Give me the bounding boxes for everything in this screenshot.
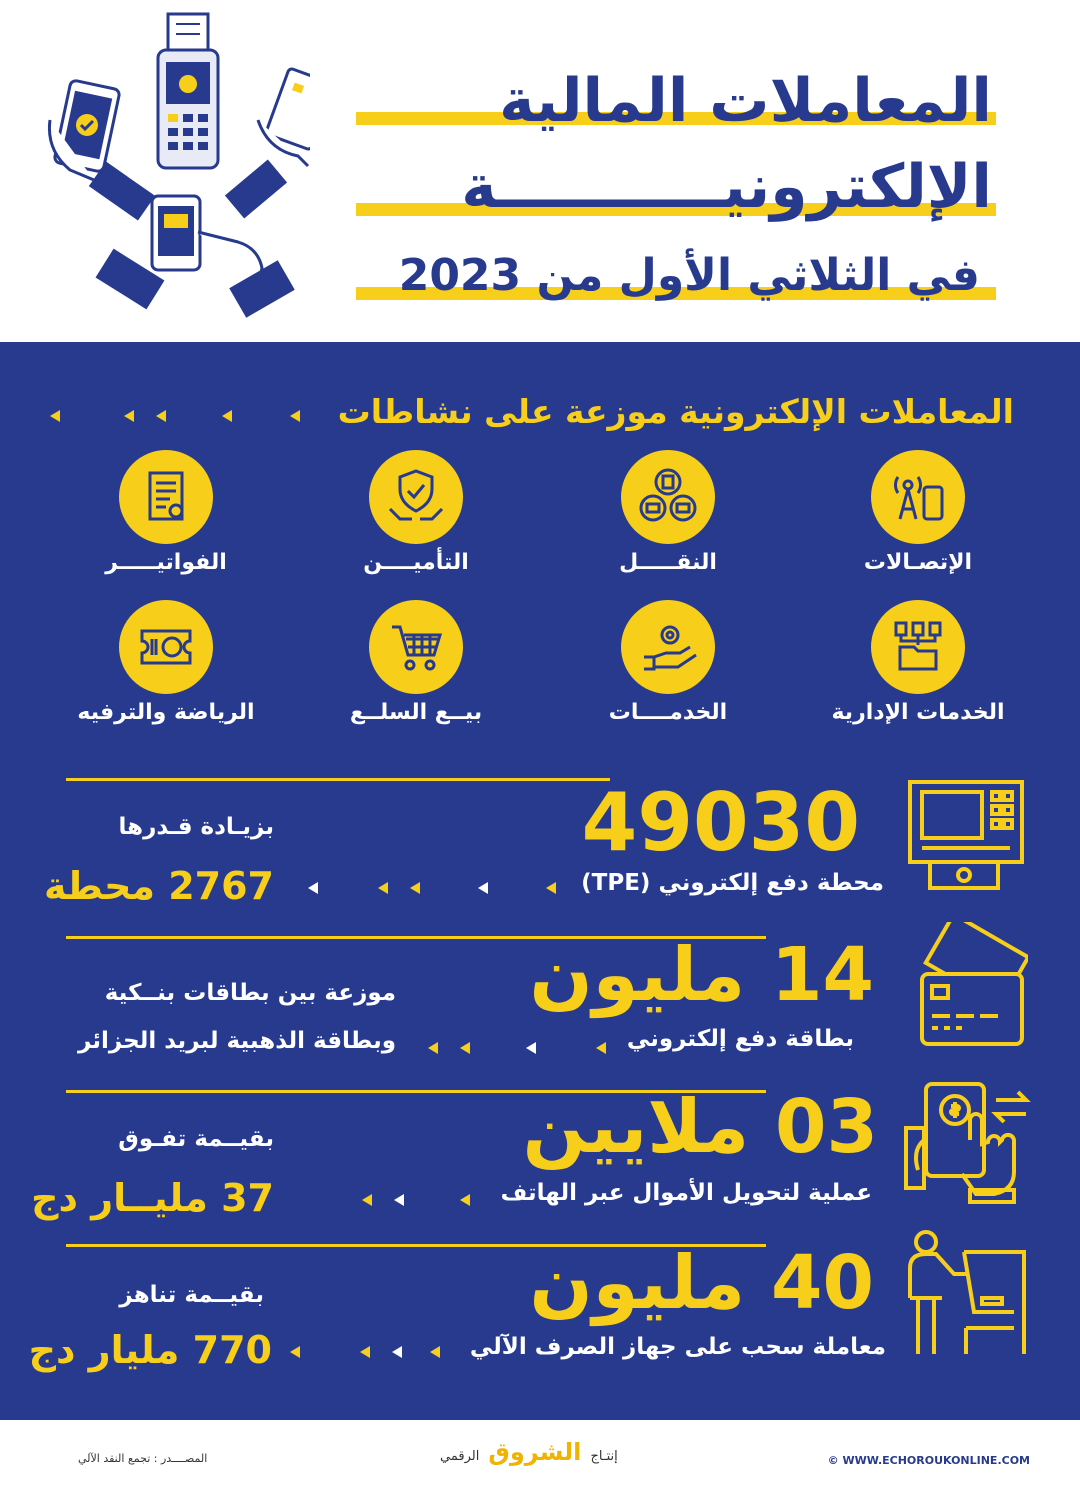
activities-title: المعاملات الإلكترونية موزعة على نشاطات [337, 392, 1014, 431]
activity-label: التأميــــن [363, 550, 469, 575]
footer-website: © WWW.ECHOROUKONLINE.COM [827, 1454, 1030, 1467]
stat-tpe-note: بزيـادة قـدرها [118, 814, 274, 840]
footer-production [440, 1438, 618, 1466]
arrow-left-icon [526, 1042, 536, 1054]
stat-transfers-note: بقيــمة تفـوق [118, 1126, 274, 1152]
arrow-left-icon [308, 882, 318, 894]
stat-transfers-description: عملية لتحويل الأموال عبر الهاتف [500, 1180, 872, 1206]
arrow-left-icon [428, 1042, 438, 1054]
stat-tpe-increase: 2767 محطة [44, 864, 274, 908]
activity-label: الرياضة والترفيه [77, 700, 255, 725]
separator-line [66, 778, 610, 781]
activity-label: بيــع السلــع [349, 700, 483, 725]
footer-source: المصــــدر : تجمع النقد الآلي [78, 1452, 208, 1465]
arrow-left-icon [394, 1194, 404, 1206]
activity-sports-leisure [56, 600, 276, 725]
production-label: إنتـاج [590, 1449, 618, 1464]
arrow-left-icon [222, 410, 232, 422]
activity-label: الخدمات الإدارية [831, 700, 1005, 725]
stat-withdrawals-value: 770 مليار دج [28, 1328, 272, 1372]
insurance-icon [384, 465, 448, 529]
stat-tpe-count: 49030 [581, 776, 860, 869]
stat-transfers-count: 03 ملايين [522, 1084, 878, 1170]
stat-withdrawals-note: بقيــمة تناهز [119, 1282, 264, 1308]
title-line-1: المعاملات المالية [499, 66, 992, 136]
activity-insurance [306, 450, 526, 575]
title-line-3: في الثلاثي الأول من 2023 [398, 250, 980, 301]
credit-card-icon [898, 922, 1028, 1048]
activity-admin-services [808, 600, 1028, 725]
activity-label: الإتصـالات [863, 550, 973, 575]
activity-label: الخدمــــات [608, 700, 728, 725]
activity-services [558, 600, 778, 725]
stat-withdrawals-description: معاملة سحب على جهاز الصرف الآلي [469, 1334, 886, 1360]
invoice-icon [136, 467, 196, 527]
arrow-left-icon [596, 1042, 606, 1054]
payment-devices-illustration [40, 10, 310, 330]
atm-icon [904, 1228, 1032, 1358]
sports-ticket-icon [134, 615, 198, 679]
stat-cards-note: موزعة بين بطاقات بنــكية [104, 980, 396, 1006]
activity-telecom [808, 450, 1028, 575]
payment-terminal-icon [904, 778, 1028, 894]
arrow-left-icon [546, 882, 556, 894]
arrow-left-icon [410, 882, 420, 894]
arrow-left-icon [460, 1042, 470, 1054]
activity-label: النقـــــل [619, 550, 717, 575]
transport-icon [633, 462, 703, 532]
arrow-left-icon [156, 410, 166, 422]
stat-cards-count: 14 مليون [529, 932, 874, 1018]
brand-logo: الشروق [488, 1438, 582, 1466]
stat-withdrawals-count: 40 مليون [529, 1240, 874, 1326]
arrow-left-icon [478, 882, 488, 894]
arrow-left-icon [378, 882, 388, 894]
arrow-left-icon [360, 1346, 370, 1358]
services-icon [638, 617, 698, 677]
arrow-left-icon [362, 1194, 372, 1206]
arrow-left-icon [392, 1346, 402, 1358]
stat-cards-note-2: وبطاقة الذهبية لبريد الجزائر [78, 1028, 396, 1054]
stat-cards-description: بطاقة دفع إلكتروني [626, 1026, 854, 1052]
production-suffix: الرقمي [440, 1449, 480, 1464]
arrow-left-icon [290, 410, 300, 422]
activity-goods-sales [306, 600, 526, 725]
activity-invoices [56, 450, 276, 575]
telecom-icon [888, 467, 948, 527]
arrow-left-icon [460, 1194, 470, 1206]
main-panel [0, 342, 1080, 1420]
activity-label: الفواتيـــــر [105, 550, 227, 575]
arrow-left-icon [124, 410, 134, 422]
mobile-transfer-icon [900, 1080, 1032, 1210]
arrow-left-icon [290, 1346, 300, 1358]
title-line-2: الإلكترونيـــــــــــة [461, 152, 992, 222]
header [0, 0, 1080, 342]
shopping-cart-icon [386, 617, 446, 677]
arrow-left-icon [430, 1346, 440, 1358]
activity-transport [558, 450, 778, 575]
arrow-left-icon [50, 410, 60, 422]
admin-services-icon [888, 617, 948, 677]
stat-transfers-value: 37 مليــار دج [31, 1176, 274, 1220]
footer [0, 1420, 1080, 1500]
stat-tpe-description: محطة دفع إلكتروني (TPE) [581, 870, 884, 896]
